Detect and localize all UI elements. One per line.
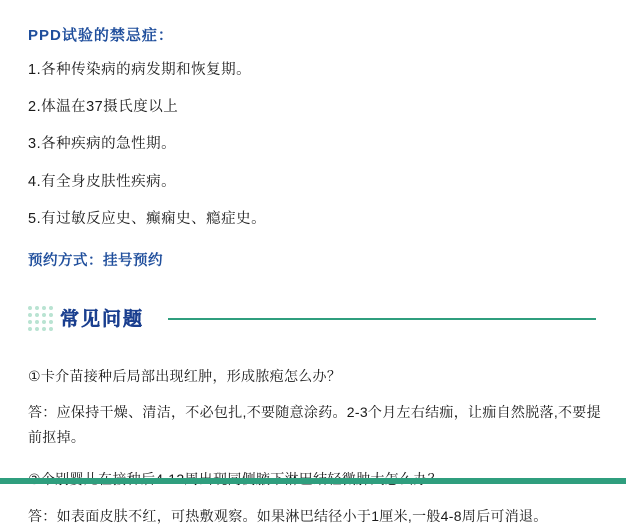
list-item: 1.各种传染病的病发期和恢复期。	[28, 62, 252, 78]
faq-question: ①卡介苗接种后局部出现红肿，形成脓疱怎么办？	[28, 367, 342, 384]
booking-label: 预约方式：	[28, 252, 103, 269]
list-item: 2.体温在37摄氏度以上	[28, 99, 179, 116]
faq-header	[28, 304, 604, 334]
list-item: 4.有全身皮肤性疾病。	[28, 173, 177, 190]
bottom-accent-bar	[0, 478, 626, 484]
list-item: 3.各种疾病的急性期。	[28, 136, 177, 153]
dot-grid-icon	[28, 306, 54, 332]
faq-answer: 答：应保持干燥、清洁，不必包扎,不要随意涂药。2-3个月左右结痂，让痂自然脱落,不要提前抠掉。	[28, 404, 601, 445]
faq-divider	[168, 318, 596, 320]
booking-value: 挂号预约	[103, 252, 163, 269]
booking-method	[28, 249, 604, 270]
faq-answer: 答：如表面皮肤不红，可热敷观察。如果淋巴结径小于1厘米,一般4-8周后可消退。	[28, 507, 548, 524]
contraindications-title: PPD试验的禁忌症：	[28, 27, 174, 44]
faq-list	[28, 364, 604, 528]
faq-title: 常见问题	[60, 308, 145, 330]
list-item: 5.有过敏反应史、癫痫史、瘾症史。	[28, 210, 267, 227]
